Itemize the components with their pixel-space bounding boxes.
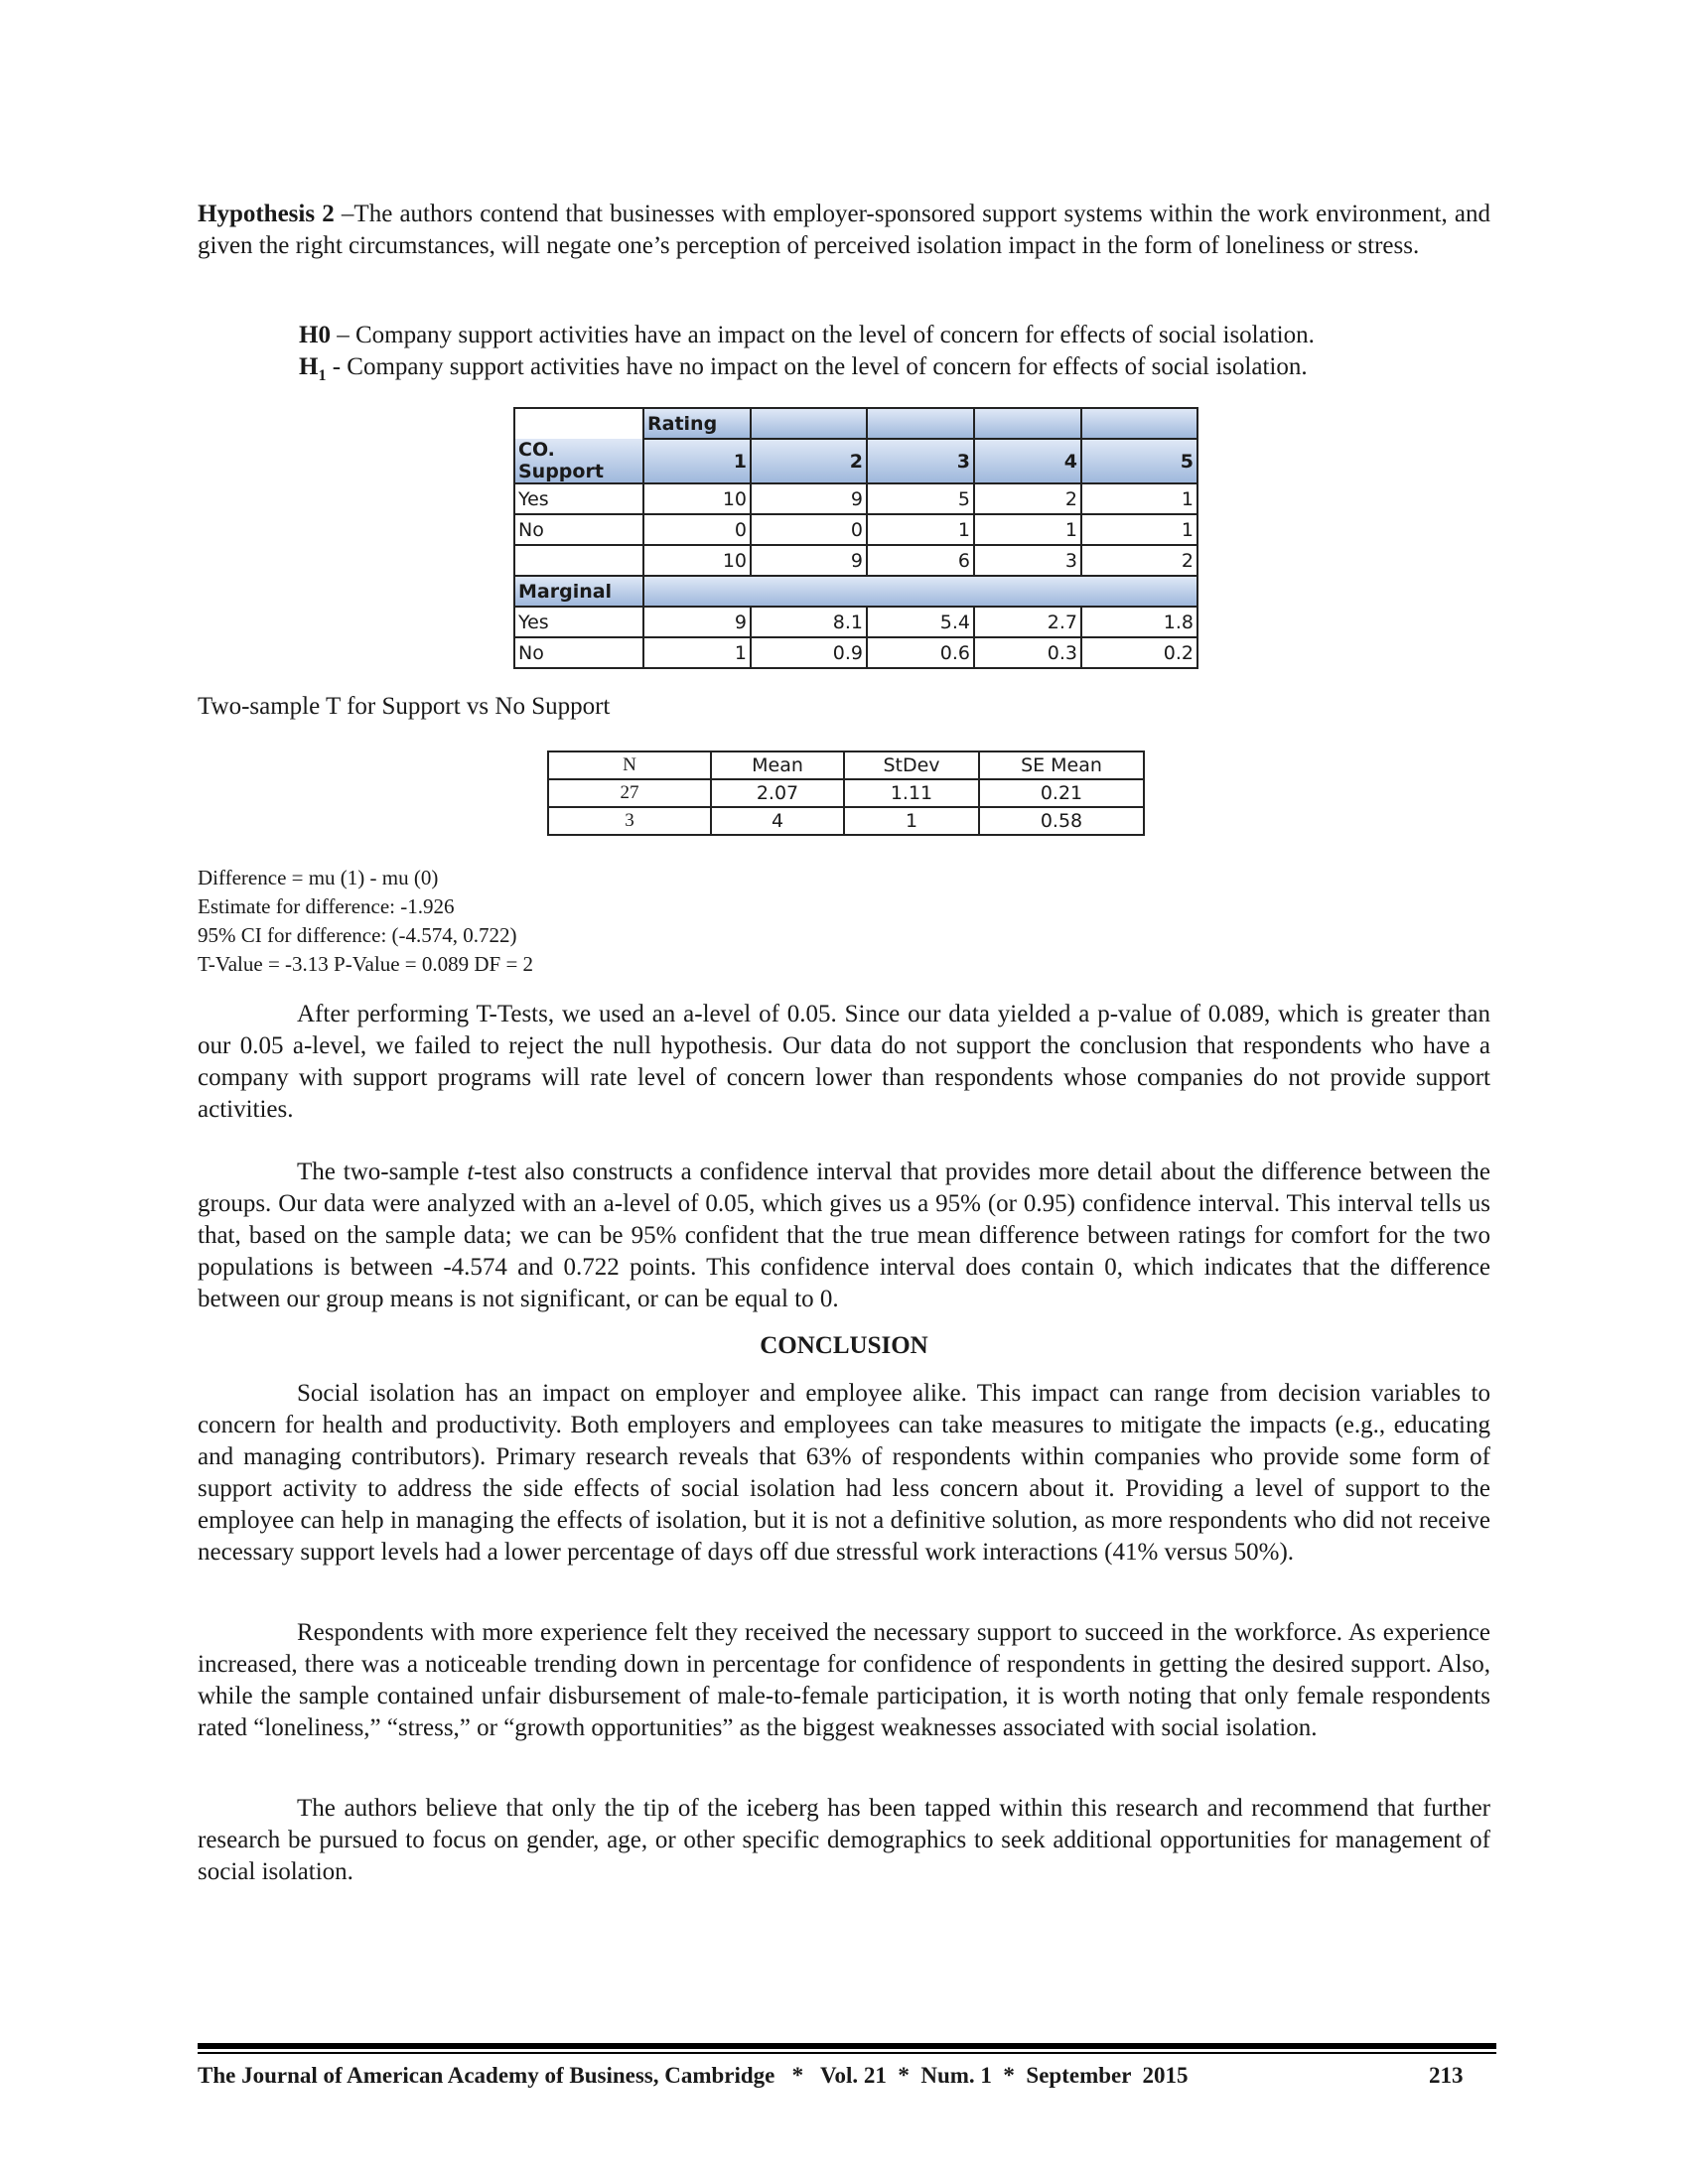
null-hypothesis xyxy=(299,320,1315,351)
footer-rule xyxy=(198,2052,1496,2054)
table-cell: 0.9 xyxy=(751,637,867,668)
table-row-total xyxy=(514,545,1197,576)
table-cell: 5.4 xyxy=(867,607,974,637)
header-filler xyxy=(867,576,974,607)
row-label xyxy=(514,545,643,576)
table-cell: 2.07 xyxy=(711,779,844,807)
alternative-hypothesis-label: $H_1$ xyxy=(299,353,327,384)
rating-label: Rating xyxy=(643,408,751,439)
table-cell: 0 xyxy=(751,514,867,545)
table-cell: 0.2 xyxy=(1081,637,1197,668)
table-cell: 0.6 xyxy=(867,637,974,668)
table-cell: 8.1 xyxy=(751,607,867,637)
table-cell: 1 xyxy=(867,514,974,545)
rating-columns-row xyxy=(514,439,1197,483)
table-corner-cell xyxy=(514,408,643,439)
table-cell: 3 xyxy=(974,545,1081,576)
header-filler xyxy=(867,408,974,439)
table-row xyxy=(514,637,1197,668)
rating-table xyxy=(513,407,1198,669)
table-cell: 9 xyxy=(751,545,867,576)
page-number: 213 xyxy=(1429,2063,1464,2088)
table-cell: 2 xyxy=(974,483,1081,514)
stats-line: Estimate for difference: -1.926 xyxy=(198,894,455,918)
column-header: StDev xyxy=(844,751,979,779)
ttest-title: Two-sample T for Support vs No Support xyxy=(198,693,611,720)
column-header: 1 xyxy=(643,439,751,483)
marginal-label: Marginal xyxy=(514,576,643,607)
stats-line: Difference = mu (1) - mu (0) xyxy=(198,866,439,889)
header-filler xyxy=(643,576,751,607)
table-cell: 1 xyxy=(643,637,751,668)
ttest-table xyxy=(547,751,1145,836)
hypothesis-2-text: –The authors contend that businesses with employer-sponsored support systems within the work environment, and given the right circumstances, will negate one’s perception of perceived isolation impact in the form of loneliness or stress. xyxy=(198,201,1490,259)
table-cell: 3 xyxy=(548,807,711,835)
column-header: 5 xyxy=(1081,439,1197,483)
journal-citation: The Journal of American Academy of Business, Cambridge * Vol. 21 * Num. 1 * September 2015 xyxy=(198,2063,1189,2088)
header-filler xyxy=(974,576,1081,607)
column-header: Mean xyxy=(711,751,844,779)
body-paragraph: The two-sample t-test also constructs a confidence interval that provides more detail about the difference between the groups. Our data were analyzed with an a-level of 0.05, which gives us a 95% (or 0.95) confidence interval. This interval tells us that, based on the sample data; we can be 95% confident that the true mean difference between ratings for comfort for the two populations is between -4.574 and 0.722 points. This confidence interval does contain 0, which indicates that the difference between our group means is not significant, or can be equal to 0. xyxy=(198,1159,1490,1312)
null-hypothesis-text: – Company support activities have an impact on the level of concern for effects of social isolation. xyxy=(330,322,1315,348)
footer-rule xyxy=(198,2043,1496,2049)
marginal-header-row xyxy=(514,576,1197,607)
table-cell: 5 xyxy=(867,483,974,514)
table-cell: 0.21 xyxy=(979,779,1144,807)
table-cell: 1.11 xyxy=(844,779,979,807)
ttest-statistics xyxy=(198,864,533,979)
header-filler xyxy=(1081,576,1197,607)
column-header: 2 xyxy=(751,439,867,483)
co-support-label: CO. Support xyxy=(514,439,643,483)
row-label: No xyxy=(514,514,643,545)
table-cell: 1 xyxy=(844,807,979,835)
column-header: SE Mean xyxy=(979,751,1144,779)
table-cell: 6 xyxy=(867,545,974,576)
header-filler xyxy=(974,408,1081,439)
table-cell: 0.58 xyxy=(979,807,1144,835)
ttest-header-row xyxy=(548,751,1144,779)
hypothesis-2-lead: Hypothesis 2 xyxy=(198,201,335,227)
table-cell: 1 xyxy=(1081,514,1197,545)
null-hypothesis-label: H0 xyxy=(299,322,331,348)
table-cell: 9 xyxy=(751,483,867,514)
table-row xyxy=(548,807,1144,835)
alternative-hypothesis xyxy=(299,351,1315,392)
table-cell: 4 xyxy=(711,807,844,835)
table-cell: 10 xyxy=(643,545,751,576)
row-label: No xyxy=(514,637,643,668)
body-paragraph: Respondents with more experience felt they received the necessary support to succeed in the workforce. As experience increased, there was a noticeable trending down in percentage for confidence of respondents in getting the desired support. Also, while the sample contained unfair disbursement of male-to-female participation, it is worth noting that only female respondents rated “loneliness,” “stress,” or “growth opportunities” as the biggest weaknesses associated with social isolation. xyxy=(198,1619,1490,1741)
table-cell: 10 xyxy=(643,483,751,514)
column-header: 3 xyxy=(867,439,974,483)
row-label: Yes xyxy=(514,483,643,514)
table-cell: 1.8 xyxy=(1081,607,1197,637)
table-cell: 0 xyxy=(643,514,751,545)
body-paragraph: The authors believe that only the tip of the iceberg has been tapped within this research and recommend that further research be pursued to focus on gender, age, or other specific demographics to seek additional opportunities for management of social isolation. xyxy=(198,1795,1490,1885)
stats-line: 95% CI for difference: (-4.574, 0.722) xyxy=(198,923,517,947)
header-filler xyxy=(1081,408,1197,439)
table-row xyxy=(548,779,1144,807)
table-row xyxy=(514,607,1197,637)
table-cell: 27 xyxy=(548,779,711,807)
section-heading: CONCLUSION xyxy=(760,1332,928,1359)
page-footer xyxy=(198,2063,1496,2089)
table-cell: 1 xyxy=(974,514,1081,545)
table-cell: 9 xyxy=(643,607,751,637)
header-filler xyxy=(751,408,867,439)
body-paragraph: Social isolation has an impact on employer and employee alike. This impact can range from decision variables to concern for health and productivity. Both employers and employees can take measures to mitigate the impacts (e.g., educating and managing contributors). Primary research reveals that 63% of respondents within companies who provide some form of support activity to address the side effects of social isolation had less concern about it. Providing a level of support to the employee can help in managing the effects of isolation, but it is not a definitive solution, as more respondents who did not receive necessary support levels had a lower percentage of days off due stressful work interactions (41% versus 50%). xyxy=(198,1380,1490,1566)
hypothesis-2-paragraph xyxy=(198,199,1490,262)
table-cell: 2.7 xyxy=(974,607,1081,637)
table-cell: 2 xyxy=(1081,545,1197,576)
hypotheses-block xyxy=(299,320,1315,392)
stats-line: T-Value = -3.13 P-Value = 0.089 DF = 2 xyxy=(198,952,534,976)
table-row xyxy=(514,483,1197,514)
header-filler xyxy=(751,576,867,607)
body-paragraph: After performing T-Tests, we used an a-level of 0.05. Since our data yielded a p-value of 0.089, which is greater than our 0.05 a-level, we failed to reject the null hypothesis. Our data do not support the conclusion that respondents who have a company with support programs will rate level of concern lower than respondents whose companies do not provide support activities. xyxy=(198,1001,1490,1123)
table-row xyxy=(514,514,1197,545)
rating-table-header-row xyxy=(514,408,1197,439)
column-header: N xyxy=(548,751,711,779)
column-header: 4 xyxy=(974,439,1081,483)
table-cell: 0.3 xyxy=(974,637,1081,668)
row-label: Yes xyxy=(514,607,643,637)
alternative-hypothesis-text: - Company support activities have no impact on the level of concern for effects of social isolation. xyxy=(326,353,1308,380)
table-cell: 1 xyxy=(1081,483,1197,514)
